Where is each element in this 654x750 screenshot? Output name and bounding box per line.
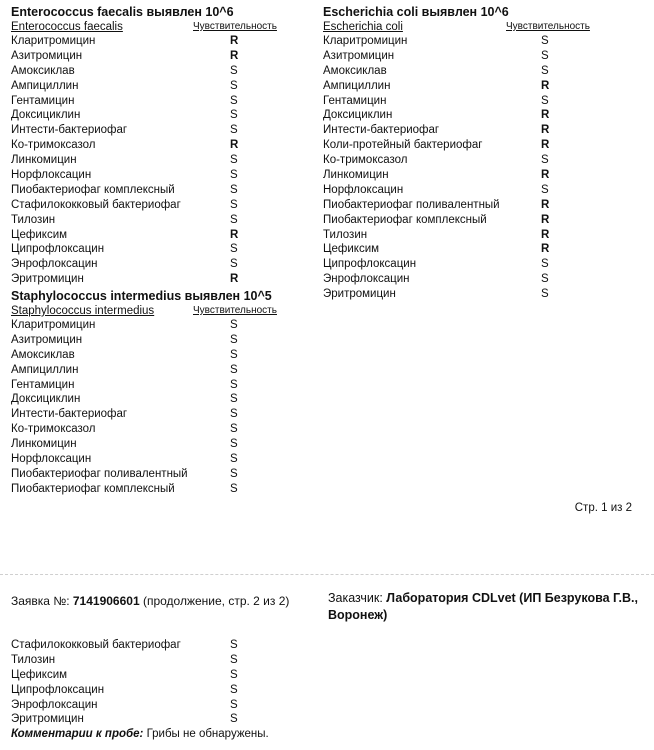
table-row (11, 467, 272, 482)
antibiotic-name: Ампициллин (11, 363, 79, 376)
antibiotic-name: Стафилококковый бактериофаг (11, 198, 181, 211)
table-row (323, 49, 549, 64)
antibiotic-name: Пиобактериофаг поливалентный (11, 467, 188, 480)
comment-label: Комментарии к пробе: (11, 728, 144, 740)
table-row (323, 79, 550, 94)
sensitivity-value: S (230, 258, 238, 271)
sensitivity-value: S (230, 482, 238, 495)
customer-label: Заказчик: (328, 591, 383, 605)
sensitivity-value: S (541, 258, 549, 271)
sensitivity-value: R (541, 228, 550, 241)
table-row (323, 272, 549, 287)
table-row (323, 287, 549, 302)
antibiotic-list (11, 34, 239, 287)
sensitivity-value: R (541, 79, 550, 92)
table-row (11, 168, 238, 183)
antibiotic-name: Интести-бактериофаг (323, 124, 440, 137)
sensitivity-value: S (230, 79, 238, 92)
antibiotic-name: Доксициклин (11, 109, 81, 122)
sensitivity-value: S (230, 668, 238, 681)
sample-comment (11, 728, 269, 740)
table-row (11, 242, 238, 257)
table-row (11, 153, 238, 168)
section-title: Staphylococcus intermedius выявлен 10^5 (11, 289, 272, 303)
sensitivity-value: S (230, 198, 238, 211)
antibiotic-name: Амоксиклав (11, 64, 75, 77)
table-row (11, 64, 238, 79)
table-row (11, 228, 239, 243)
sensitivity-value: S (541, 35, 549, 47)
sensitivity-value: R (230, 273, 239, 286)
antibiotic-name: Цефиксим (11, 228, 68, 241)
antibiotic-name: Тилозин (11, 653, 56, 666)
antibiotic-name: Тилозин (11, 213, 56, 226)
antibiotic-name: Пиобактериофаг комплексный (11, 482, 175, 495)
sensitivity-value: R (541, 243, 550, 256)
sensitivity-value: R (541, 198, 550, 211)
column-organism: Escherichia coli (323, 21, 403, 33)
antibiotic-name: Норфлоксацин (11, 169, 92, 182)
sensitivity-value: S (230, 333, 238, 346)
order-info (11, 594, 289, 608)
antibiotic-name: Гентамицин (11, 94, 75, 107)
antibiotic-name: Эритромицин (11, 713, 84, 726)
ecoli-section (323, 4, 590, 302)
table-row (11, 138, 239, 153)
table-row (323, 228, 550, 243)
antibiotic-name: Ко-тримоксазол (323, 154, 408, 167)
table-row (11, 407, 272, 422)
table-row (11, 482, 272, 497)
sensitivity-value: S (230, 683, 238, 696)
table-row (11, 378, 272, 393)
sensitivity-value: R (541, 124, 550, 137)
sensitivity-value: S (541, 273, 549, 286)
table-row (11, 79, 238, 94)
table-row (11, 257, 238, 272)
table-row (323, 198, 550, 213)
sensitivity-value: S (230, 64, 238, 77)
table-row (11, 452, 272, 467)
column-sensitivity: Чувствительность (193, 305, 277, 316)
antibiotic-name: Ципрофлоксацин (323, 258, 417, 271)
sensitivity-value: S (230, 363, 238, 376)
sensitivity-value: S (230, 408, 238, 421)
table-row (11, 49, 239, 64)
table-row (323, 257, 549, 272)
antibiotic-name: Линкомицин (11, 154, 77, 167)
table-row (323, 183, 549, 198)
table-row (11, 34, 239, 49)
antibiotic-name: Гентамицин (323, 94, 387, 107)
table-row (11, 422, 272, 437)
table-row (323, 108, 550, 123)
sensitivity-value: R (230, 228, 239, 241)
sensitivity-value: S (230, 698, 238, 711)
page-break-divider (0, 574, 654, 575)
table-header (11, 20, 277, 34)
table-row (323, 168, 550, 183)
sensitivity-value: S (230, 639, 238, 651)
antibiotic-name: Ампициллин (11, 79, 79, 92)
column-sensitivity: Чувствительность (506, 21, 590, 32)
table-row (11, 198, 238, 213)
table-header (323, 20, 590, 34)
antibiotic-name: Энрофлоксацин (323, 273, 410, 286)
sensitivity-value: S (230, 109, 238, 122)
antibiotic-name: Кларитромицин (11, 35, 96, 47)
sensitivity-value: S (541, 94, 549, 107)
sensitivity-value: R (230, 35, 239, 47)
sensitivity-value: R (230, 139, 239, 152)
table-row (11, 213, 238, 228)
section-title: Escherichia coli выявлен 10^6 (323, 5, 509, 19)
sensitivity-value: S (541, 288, 549, 301)
column-organism: Enterococcus faecalis (11, 21, 123, 33)
sensitivity-value: S (230, 653, 238, 666)
sensitivity-value: S (541, 154, 549, 167)
table-header (11, 304, 277, 318)
sensitivity-value: S (230, 319, 238, 331)
antibiotic-name: Цефиксим (323, 243, 380, 256)
sensitivity-value: S (541, 64, 549, 77)
customer-info (328, 590, 646, 624)
enterococcus-section (11, 4, 277, 287)
order-label: Заявка №: (11, 594, 70, 608)
sensitivity-value: S (230, 169, 238, 182)
sensitivity-value: S (541, 183, 549, 196)
antibiotic-name: Энрофлоксацин (11, 698, 98, 711)
table-row (11, 123, 238, 138)
table-row (11, 392, 272, 407)
table-row (11, 94, 238, 109)
table-row (323, 34, 549, 49)
table-row (323, 138, 550, 153)
antibiotic-name: Интести-бактериофаг (11, 408, 128, 421)
table-row (323, 94, 549, 109)
sensitivity-value: S (230, 423, 238, 436)
sensitivity-value: S (230, 243, 238, 256)
antibiotic-name: Амоксиклав (11, 348, 75, 361)
sensitivity-value: R (541, 169, 550, 182)
table-row (323, 64, 549, 79)
antibiotic-name: Линкомицин (323, 169, 389, 182)
sensitivity-value: S (230, 154, 238, 167)
antibiotic-name: Азитромицин (11, 333, 83, 346)
sensitivity-value: S (230, 183, 238, 196)
order-number: 7141906601 (72, 594, 140, 608)
antibiotic-name: Амоксиклав (323, 64, 387, 77)
sensitivity-value: S (230, 378, 238, 391)
sensitivity-value: S (230, 94, 238, 107)
antibiotic-name: Пиобактериофаг комплексный (323, 213, 487, 226)
antibiotic-name: Пиобактериофаг комплексный (11, 183, 175, 196)
antibiotic-name: Эритромицин (11, 273, 84, 286)
antibiotic-name: Доксициклин (11, 393, 81, 406)
antibiotic-name: Доксициклин (323, 109, 393, 122)
sensitivity-value: S (230, 348, 238, 361)
table-row (323, 153, 549, 168)
antibiotic-name: Стафилококковый бактериофаг (11, 639, 181, 651)
antibiotic-name: Азитромицин (323, 49, 395, 62)
antibiotic-list (323, 34, 550, 302)
antibiotic-name: Интести-бактериофаг (11, 124, 128, 137)
staph-section (11, 288, 277, 497)
table-row (11, 183, 238, 198)
antibiotic-name: Кларитромицин (323, 35, 408, 47)
sensitivity-value: S (230, 453, 238, 466)
antibiotic-name: Эритромицин (323, 288, 396, 301)
antibiotic-name: Норфлоксацин (323, 183, 404, 196)
section-title: Enterococcus faecalis выявлен 10^6 (11, 5, 234, 19)
antibiotic-name: Пиобактериофаг поливалентный (323, 198, 500, 211)
sensitivity-value: S (230, 124, 238, 137)
antibiotic-name: Ципрофлоксацин (11, 243, 105, 256)
antibiotic-name: Цефиксим (11, 668, 68, 681)
table-row (323, 123, 550, 138)
sensitivity-value: S (230, 213, 238, 226)
column-sensitivity: Чувствительность (193, 21, 277, 32)
table-row (11, 318, 272, 333)
antibiotic-name: Ципрофлоксацин (11, 683, 105, 696)
table-row (11, 108, 238, 123)
antibiotic-name: Коли-протейный бактериофаг (323, 139, 483, 152)
table-row (323, 213, 550, 228)
sensitivity-value: S (230, 713, 238, 726)
table-row (11, 437, 272, 452)
order-suffix: (продолжение, стр. 2 из 2) (142, 594, 290, 608)
antibiotic-name: Тилозин (323, 228, 368, 241)
table-row (11, 363, 272, 378)
sensitivity-value: R (541, 213, 550, 226)
table-row (323, 242, 550, 257)
antibiotic-name: Гентамицин (11, 378, 75, 391)
sensitivity-value: S (230, 393, 238, 406)
sensitivity-value: S (230, 467, 238, 480)
antibiotic-list (11, 318, 272, 497)
antibiotic-name: Норфлоксацин (11, 453, 92, 466)
table-row (11, 272, 239, 287)
sensitivity-value: S (541, 49, 549, 62)
sensitivity-value: R (230, 49, 239, 62)
comment-text: Грибы не обнаружены. (146, 728, 269, 740)
table-row (11, 348, 272, 363)
antibiotic-name: Ко-тримоксазол (11, 139, 96, 152)
column-organism: Staphylococcus intermedius (11, 305, 155, 317)
customer-name: Лаборатория CDLvet (ИП Безрукова Г.В., Воронеж) (328, 591, 638, 622)
antibiotic-name: Ко-тримоксазол (11, 423, 96, 436)
antibiotic-name: Энрофлоксацин (11, 258, 98, 271)
sensitivity-value: S (230, 438, 238, 451)
antibiotic-name: Линкомицин (11, 438, 77, 451)
antibiotic-name: Азитромицин (11, 49, 83, 62)
sensitivity-value: R (541, 139, 550, 152)
table-row (11, 333, 272, 348)
antibiotic-name: Кларитромицин (11, 319, 96, 331)
page-number: Стр. 1 из 2 (574, 502, 632, 514)
sensitivity-value: R (541, 109, 550, 122)
antibiotic-name: Ампициллин (323, 79, 391, 92)
